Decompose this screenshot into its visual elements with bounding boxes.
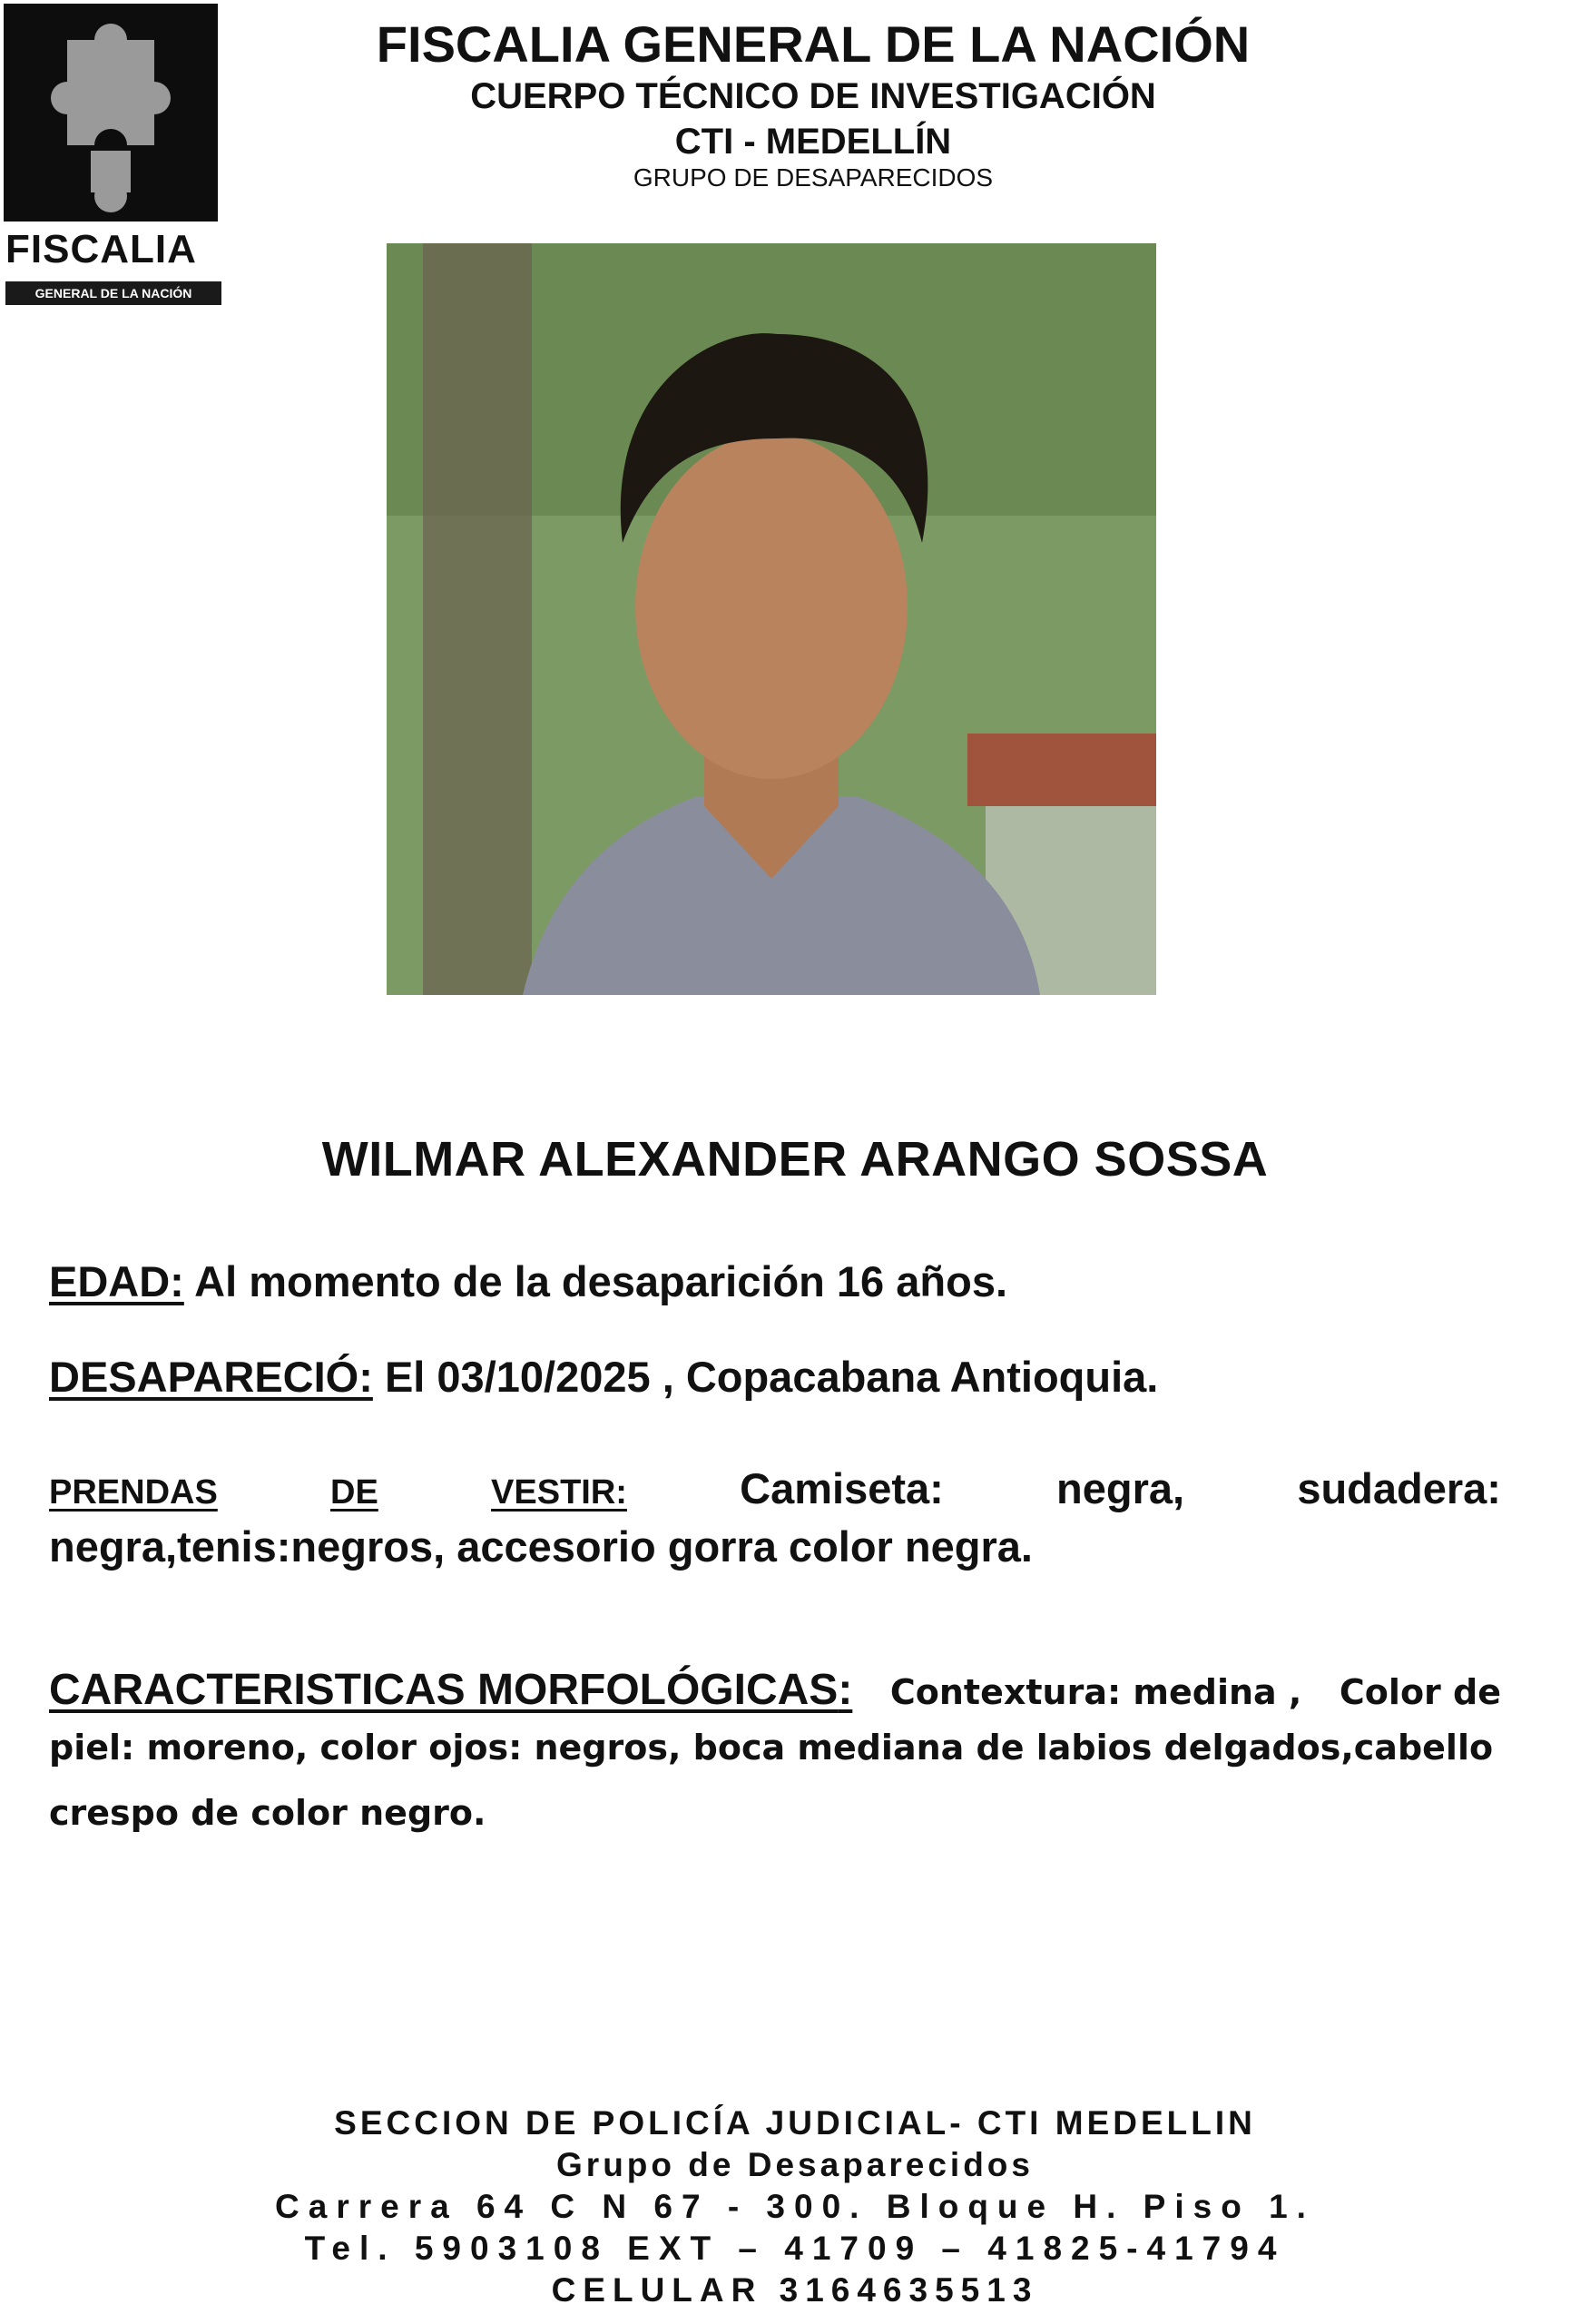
clothing-word-negra: negra, [1056,1464,1185,1512]
photo-illustration [387,243,1156,995]
logo-wordmark: FISCALIA [5,227,197,271]
clothing-field [49,1462,1501,1574]
footer-address: Carrera 64 C N 67 - 300. Bloque H. Piso 1. [275,2188,1315,2225]
morphology-build: Contextura: medina , [889,1672,1302,1712]
clothing-label-de: DE [330,1473,378,1512]
clothing-label-prendas: PRENDAS [49,1473,218,1512]
morphology-field [49,1665,1501,1846]
footer-mobile: CELULAR 3164635513 [551,2271,1039,2309]
clothing-label-vestir: VESTIR: [491,1473,627,1512]
age-field [49,1255,1501,1309]
morphology-line-2: piel: moreno, color ojos: negros, boca mediana de labios delgados,cabello [49,1728,1494,1768]
disappearance-value: El 03/10/2025 , Copacabana Antioquia. [372,1353,1159,1401]
morphology-colon: : [838,1666,853,1714]
clothing-word-camiseta: Camiseta: [740,1464,944,1512]
disappearance-label: DESAPARECIÓ: [49,1353,373,1401]
header-group: GRUPO DE DESAPARECIDOS [633,163,994,192]
disappearance-field [49,1350,1501,1404]
morphology-label-wrap [49,1665,852,1715]
header-subtitle: CUERPO TÉCNICO DE INVESTIGACIÓN [470,76,1156,116]
footer-section: SECCION DE POLICÍA JUDICIAL- CTI MEDELLIN [334,2104,1256,2142]
footer-group: Grupo de Desaparecidos [556,2146,1034,2183]
clothing-line-1 [49,1462,1501,1520]
age-label: EDAD: [49,1257,184,1305]
morphology-skin-label: Color de [1339,1672,1501,1712]
age-value: Al momento de la desaparición 16 años. [183,1257,1008,1305]
clothing-word-sudadera: sudadera: [1297,1464,1501,1512]
header-title: FISCALIA GENERAL DE LA NACIÓN [376,15,1251,73]
logo-subtitle: GENERAL DE LA NACIÓN [5,281,221,305]
clothing-line-2: negra,tenis:negros, accesorio gorra color negra. [49,1522,1033,1571]
morphology-label: CARACTERISTICAS MORFOLÓGICAS [49,1666,839,1714]
footer-phone: Tel. 5903108 EXT – 41709 – 41825-41794 [304,2230,1286,2267]
missing-person-photo [387,243,1156,995]
morphology-line-3: crespo de color negro. [49,1793,486,1833]
header-city: CTI - MEDELLÍN [674,122,952,162]
morphology-line-1 [49,1665,1501,1715]
person-name: WILMAR ALEXANDER ARANGO SOSSA [321,1132,1269,1187]
